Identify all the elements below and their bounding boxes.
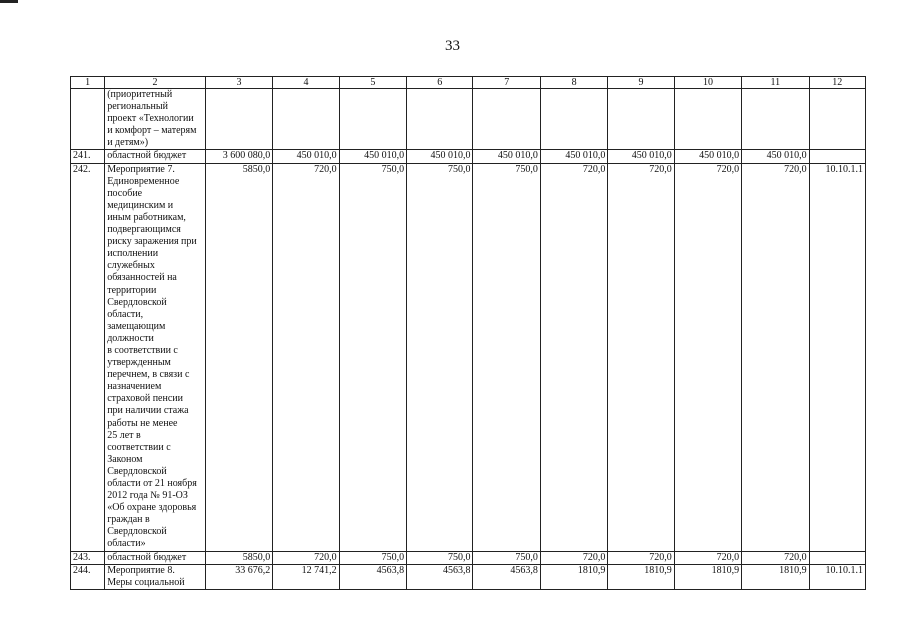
value-cell: 4563,8 xyxy=(473,564,540,589)
description-cell: областной бюджет xyxy=(105,150,206,163)
table-row xyxy=(71,150,866,163)
value-cell xyxy=(407,89,473,150)
value-cell: 12 741,2 xyxy=(273,564,339,589)
table-row xyxy=(71,163,866,551)
column-header: 5 xyxy=(339,77,406,89)
value-cell xyxy=(273,89,339,150)
value-cell: 720,0 xyxy=(608,163,674,551)
value-cell: 1810,9 xyxy=(608,564,674,589)
value-cell: 5850,0 xyxy=(205,551,272,564)
column-header: 9 xyxy=(608,77,674,89)
column-header: 10 xyxy=(674,77,741,89)
value-cell: 450 010,0 xyxy=(273,150,339,163)
value-cell: 3 600 080,0 xyxy=(205,150,272,163)
budget-table xyxy=(70,76,866,590)
value-cell: 750,0 xyxy=(473,551,540,564)
column-header: 11 xyxy=(742,77,809,89)
value-cell: 720,0 xyxy=(674,163,741,551)
value-cell: 450 010,0 xyxy=(608,150,674,163)
value-cell: 4563,8 xyxy=(407,564,473,589)
column-header: 2 xyxy=(105,77,206,89)
description-cell: Мероприятие 8. Меры социальной xyxy=(105,564,206,589)
value-cell: 720,0 xyxy=(540,551,607,564)
value-cell: 450 010,0 xyxy=(473,150,540,163)
table-row xyxy=(71,551,866,564)
value-cell xyxy=(742,89,809,150)
value-cell: 450 010,0 xyxy=(407,150,473,163)
scan-corner-mark xyxy=(0,0,18,3)
row-number-cell: 241. xyxy=(71,150,105,163)
value-cell: 750,0 xyxy=(407,551,473,564)
value-cell: 720,0 xyxy=(540,163,607,551)
value-cell: 720,0 xyxy=(742,163,809,551)
table-row xyxy=(71,564,866,589)
value-cell xyxy=(608,89,674,150)
row-number-cell xyxy=(71,89,105,150)
value-cell: 1810,9 xyxy=(674,564,741,589)
column-header: 4 xyxy=(273,77,339,89)
value-cell: 720,0 xyxy=(608,551,674,564)
value-cell: 750,0 xyxy=(339,163,406,551)
value-cell: 750,0 xyxy=(407,163,473,551)
description-cell: областной бюджет xyxy=(105,551,206,564)
value-cell xyxy=(540,89,607,150)
column-header: 8 xyxy=(540,77,607,89)
value-cell: 720,0 xyxy=(742,551,809,564)
description-cell: (приоритетный региональный проект «Технологии и комфорт – матерям и детям») xyxy=(105,89,206,150)
value-cell xyxy=(339,89,406,150)
value-cell: 5850,0 xyxy=(205,163,272,551)
description-cell: Мероприятие 7. Единовременное пособие медицинским и иным работникам, подвергающимся риску заражения при исполнении служебных обязанностей на территории Свердловской области, замещающим должности в соответствии с утвержденным перечнем, в связи с назначением страховой пенсии при наличии стажа работы не менее 25 лет в соответствии с Законом Свердловской области от 21 ноября 2012 года № 91-ОЗ «Об охране здоровья граждан в Свердловской области» xyxy=(105,163,206,551)
value-cell: 1810,9 xyxy=(540,564,607,589)
value-cell: 750,0 xyxy=(339,551,406,564)
value-cell: 450 010,0 xyxy=(742,150,809,163)
value-cell: 720,0 xyxy=(674,551,741,564)
target-code-cell: 10.10.1.1 xyxy=(809,163,865,551)
target-code-cell xyxy=(809,150,865,163)
value-cell: 750,0 xyxy=(473,163,540,551)
row-number-cell: 243. xyxy=(71,551,105,564)
target-code-cell: 10.10.1.1 xyxy=(809,564,865,589)
table-header-row xyxy=(71,77,866,89)
column-header: 6 xyxy=(407,77,473,89)
column-header: 12 xyxy=(809,77,865,89)
value-cell: 4563,8 xyxy=(339,564,406,589)
table-row xyxy=(71,89,866,150)
value-cell: 450 010,0 xyxy=(674,150,741,163)
value-cell xyxy=(205,89,272,150)
target-code-cell xyxy=(809,551,865,564)
value-cell: 450 010,0 xyxy=(540,150,607,163)
row-number-cell: 242. xyxy=(71,163,105,551)
value-cell: 450 010,0 xyxy=(339,150,406,163)
column-header: 1 xyxy=(71,77,105,89)
row-number-cell: 244. xyxy=(71,564,105,589)
target-code-cell xyxy=(809,89,865,150)
value-cell: 720,0 xyxy=(273,551,339,564)
page-number: 33 xyxy=(445,38,460,54)
value-cell xyxy=(473,89,540,150)
value-cell: 33 676,2 xyxy=(205,564,272,589)
column-header: 7 xyxy=(473,77,540,89)
value-cell: 720,0 xyxy=(273,163,339,551)
value-cell xyxy=(674,89,741,150)
column-header: 3 xyxy=(205,77,272,89)
value-cell: 1810,9 xyxy=(742,564,809,589)
